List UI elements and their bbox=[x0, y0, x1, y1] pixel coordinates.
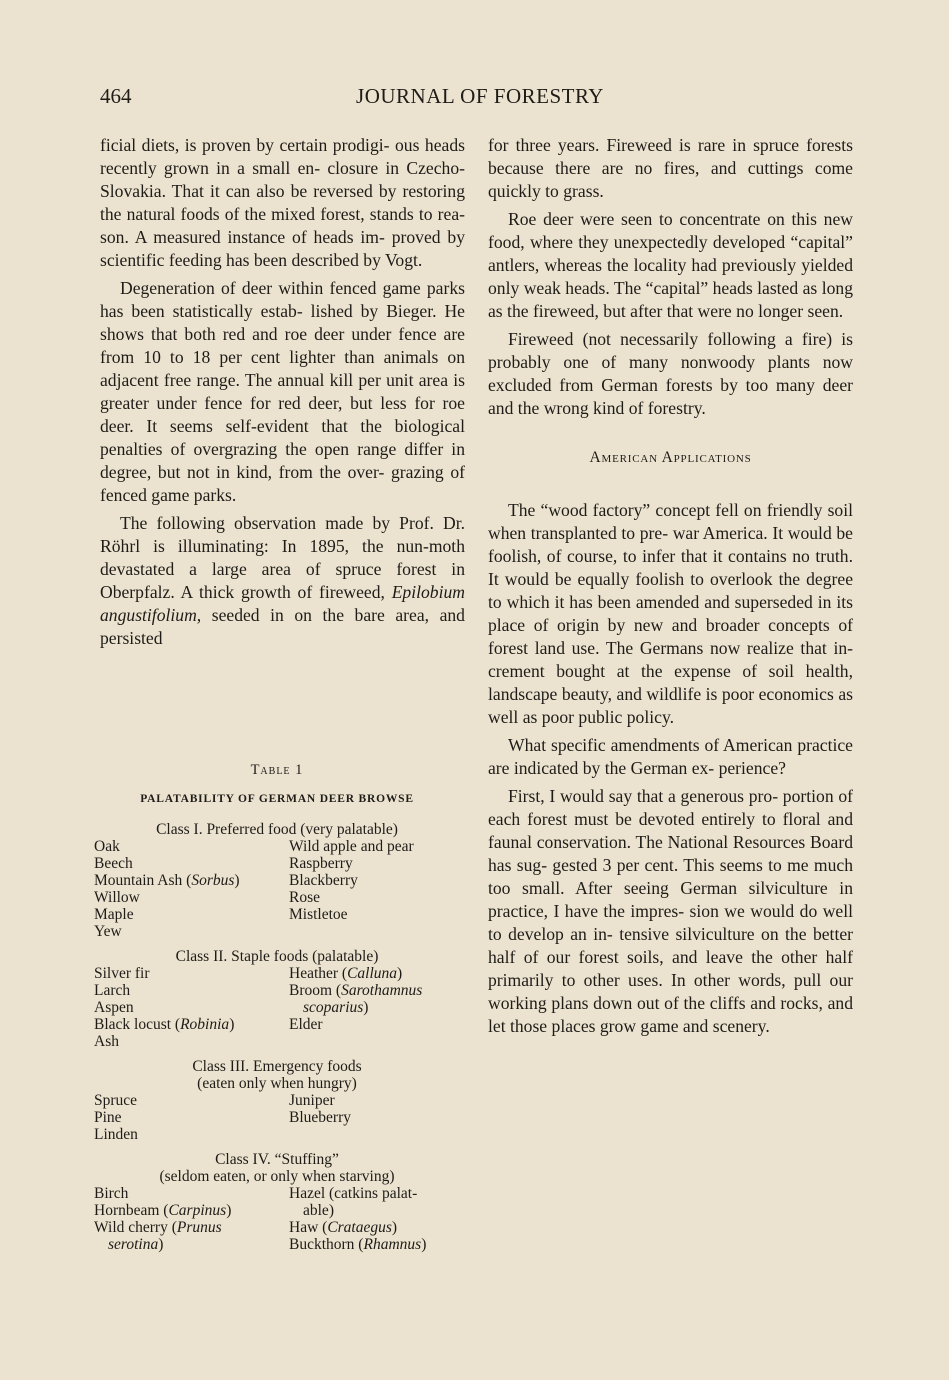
species-name-epilobium: Epilobium angustifolium, bbox=[100, 582, 465, 625]
class-1-left-item: Yew bbox=[94, 923, 122, 940]
class-2-left-close: ) bbox=[229, 1016, 235, 1033]
class-2-right-italic: Sarothamnus bbox=[341, 982, 423, 999]
class-4-heading: Class IV. “Stuffing” bbox=[215, 1151, 339, 1168]
class-2-right-item bbox=[289, 982, 460, 999]
class-1-right-item: Rose bbox=[289, 889, 320, 906]
class-4-left-italic: Prunus bbox=[176, 1219, 222, 1236]
class-2-right-close: ) bbox=[397, 965, 403, 982]
class-2-right-italic: Calluna bbox=[347, 965, 398, 982]
class-2-left-item bbox=[94, 1016, 289, 1033]
class-4-right-item: Hazel (catkins palat- bbox=[289, 1185, 418, 1202]
class-1-left-item: Maple bbox=[94, 906, 134, 923]
class-1-right-item: Mistletoe bbox=[289, 906, 348, 923]
class-2-grid bbox=[94, 965, 460, 1050]
class-1-left-item bbox=[94, 872, 289, 889]
class-1-left-item: Beech bbox=[94, 855, 133, 872]
class-2-left-text: Black locust ( bbox=[94, 1016, 181, 1033]
right-paragraph-6: First, I would say that a generous pro- portion of each forest must be devoted entirely to floral and faunal conservation. The National Resources Board has sug- gested 3 per cent. This seems to me much too small. After seeing German silviculture in practice, I have the impres- sion we would do well to develop an in- tensive silviculture on the better half of our forest soils, and leave the other half primarily to other uses. In other words, pull our working plans down out of the cliffs and rocks, and let those places grow game and scenery. bbox=[488, 786, 853, 1036]
class-2-right-item: Elder bbox=[289, 1016, 323, 1033]
class-4-left-close: ) bbox=[226, 1202, 232, 1219]
class-3-heading: Class III. Emergency foods bbox=[192, 1058, 362, 1075]
class-1-right-item: Blackberry bbox=[289, 872, 358, 889]
page-number: 464 bbox=[100, 84, 132, 108]
class-4-right-italic: Crataegus bbox=[327, 1219, 392, 1236]
class-4-right-item: able) bbox=[303, 1202, 334, 1219]
class-2-right-item bbox=[289, 965, 460, 982]
class-3-right-item: Juniper bbox=[289, 1092, 335, 1109]
right-paragraph-4: The “wood factory” concept fell on friendly soil when transplanted to pre- war America. It would be foolish, of course, to infer that it contains no truth. It would be equally foolish to overlook the degree to which it has been amended and superseded in its place of origin by new and broader concepts of forest land use. The Germans now realize that in- crement bought at the expense of soil health, landscape beauty, and wildlife is poor economics as well as poor public policy. bbox=[488, 500, 853, 727]
class-1-left-close: ) bbox=[234, 872, 240, 889]
table-caption: PALATABILITY OF GERMAN DEER BROWSE bbox=[140, 793, 414, 805]
class-4-right-text: Haw ( bbox=[289, 1219, 328, 1236]
class-4-subheading: (seldom eaten, or only when starving) bbox=[159, 1168, 395, 1185]
class-4-left-italic: Carpinus bbox=[168, 1202, 227, 1219]
right-paragraph-2: Roe deer were seen to concentrate on this new food, where they unexpectedly developed “capital” antlers, whereas the locality had previously yielded only weak heads. The “capital” heads lasted as long as the fireweed, but after that were no longer seen. bbox=[488, 209, 853, 321]
class-4-right-item bbox=[289, 1236, 460, 1253]
class-4-right-italic: Rhamnus bbox=[363, 1236, 422, 1253]
class-3-left-item: Linden bbox=[94, 1126, 138, 1143]
class-1-right-item bbox=[289, 923, 460, 940]
section-heading: American Applications bbox=[589, 449, 752, 466]
class-2-right-item bbox=[289, 999, 460, 1016]
class-4-left-italic: serotina bbox=[108, 1236, 159, 1253]
class-4-left-item bbox=[94, 1236, 289, 1253]
left-paragraph-1: ficial diets, is proven by certain prodigi- ous heads recently grown in a small en- closure in Czecho-Slovakia. That it can also be reversed by restoring the natural foods of the mixed forest, stands to rea- son. A measured instance of heads im- proved by scientific feeding has been described by Vogt. bbox=[100, 135, 465, 270]
class-2-right-item bbox=[289, 1033, 460, 1050]
class-4-left-item: Birch bbox=[94, 1185, 129, 1202]
class-4-grid bbox=[94, 1185, 460, 1253]
class-1-right-item: Raspberry bbox=[289, 855, 353, 872]
class-4-left-item bbox=[94, 1202, 289, 1219]
class-4-right-close: ) bbox=[421, 1236, 427, 1253]
left-column bbox=[100, 134, 465, 655]
class-3-subheading: (eaten only when hungry) bbox=[197, 1075, 357, 1092]
class-1-heading: Class I. Preferred food (very palatable) bbox=[156, 821, 398, 838]
class-4-right-item bbox=[289, 1219, 460, 1236]
right-paragraph-3: Fireweed (not necessarily following a fire) is probably one of many nonwoody plants now excluded from German forests by too many deer and the wrong kind of forestry. bbox=[488, 329, 853, 418]
class-2-heading: Class II. Staple foods (palatable) bbox=[175, 948, 379, 965]
class-2-right-text: Broom ( bbox=[289, 982, 342, 999]
class-4-left-text: Wild cherry ( bbox=[94, 1219, 177, 1236]
class-4-right-close: ) bbox=[391, 1219, 398, 1236]
class-1-right-item: Wild apple and pear bbox=[289, 838, 414, 855]
class-3-right-item bbox=[289, 1126, 460, 1143]
class-2-left-italic: Robinia bbox=[180, 1016, 230, 1033]
journal-title: JOURNAL OF FORESTRY bbox=[356, 84, 604, 108]
class-4-left-text: Hornbeam ( bbox=[94, 1202, 169, 1219]
right-paragraph-5: What specific amendments of American practice are indicated by the German ex- perience? bbox=[488, 735, 853, 778]
class-1-left-text: Mountain Ash ( bbox=[94, 872, 192, 889]
class-1-left-item: Willow bbox=[94, 889, 140, 906]
page-header bbox=[100, 84, 860, 114]
class-1-left-italic: Sorbus bbox=[191, 872, 235, 889]
class-3-right-item: Blueberry bbox=[289, 1109, 351, 1126]
table-label: Table 1 bbox=[250, 762, 304, 778]
right-column bbox=[488, 134, 853, 1043]
palatability-table bbox=[94, 762, 460, 1261]
left-paragraph-3-start: The following observation made by Prof. Dr. Röhrl is illuminating: In 1895, the nun-moth devastated a large area of spruce forest in Oberpfalz. A thick growth of fireweed, bbox=[100, 513, 465, 602]
class-2-left-item: Silver fir bbox=[94, 965, 150, 982]
left-paragraph-2: Degeneration of deer within fenced game parks has been statistically estab- lished by Bieger. He shows that both red and roe deer under fence are from 10 to 18 per cent lighter than animals on adjacent free range. The annual kill per unit area is greater under fence for red deer, but less for roe deer. It seems self-evident that the biological penalties of overgrazing the open range differ in degree, but not in kind, from the over- grazing of fenced game parks. bbox=[100, 278, 465, 505]
class-2-left-item: Ash bbox=[94, 1033, 119, 1050]
class-4-left-item bbox=[94, 1219, 289, 1236]
left-paragraph-3-end: seeded in on the bare area, and persisted bbox=[100, 605, 465, 648]
class-4-right-text: Buckthorn ( bbox=[289, 1236, 364, 1253]
class-2-right-italic: scoparius bbox=[303, 999, 364, 1016]
class-3-grid bbox=[94, 1092, 460, 1143]
left-paragraph-3 bbox=[100, 512, 465, 650]
class-1-grid bbox=[94, 838, 460, 940]
class-2-right-close: ) bbox=[363, 999, 369, 1016]
class-4-left-close: ) bbox=[158, 1236, 164, 1253]
class-3-left-item: Spruce bbox=[94, 1092, 138, 1109]
class-2-left-item: Aspen bbox=[94, 999, 134, 1016]
right-paragraph-1: for three years. Fireweed is rare in spruce forests because there are no fires, and cuttings come quickly to grass. bbox=[488, 135, 853, 201]
class-3-left-item: Pine bbox=[94, 1109, 122, 1126]
class-1-left-item: Oak bbox=[94, 838, 120, 855]
class-2-right-text: Heather ( bbox=[289, 965, 348, 982]
class-2-left-item: Larch bbox=[94, 982, 131, 999]
